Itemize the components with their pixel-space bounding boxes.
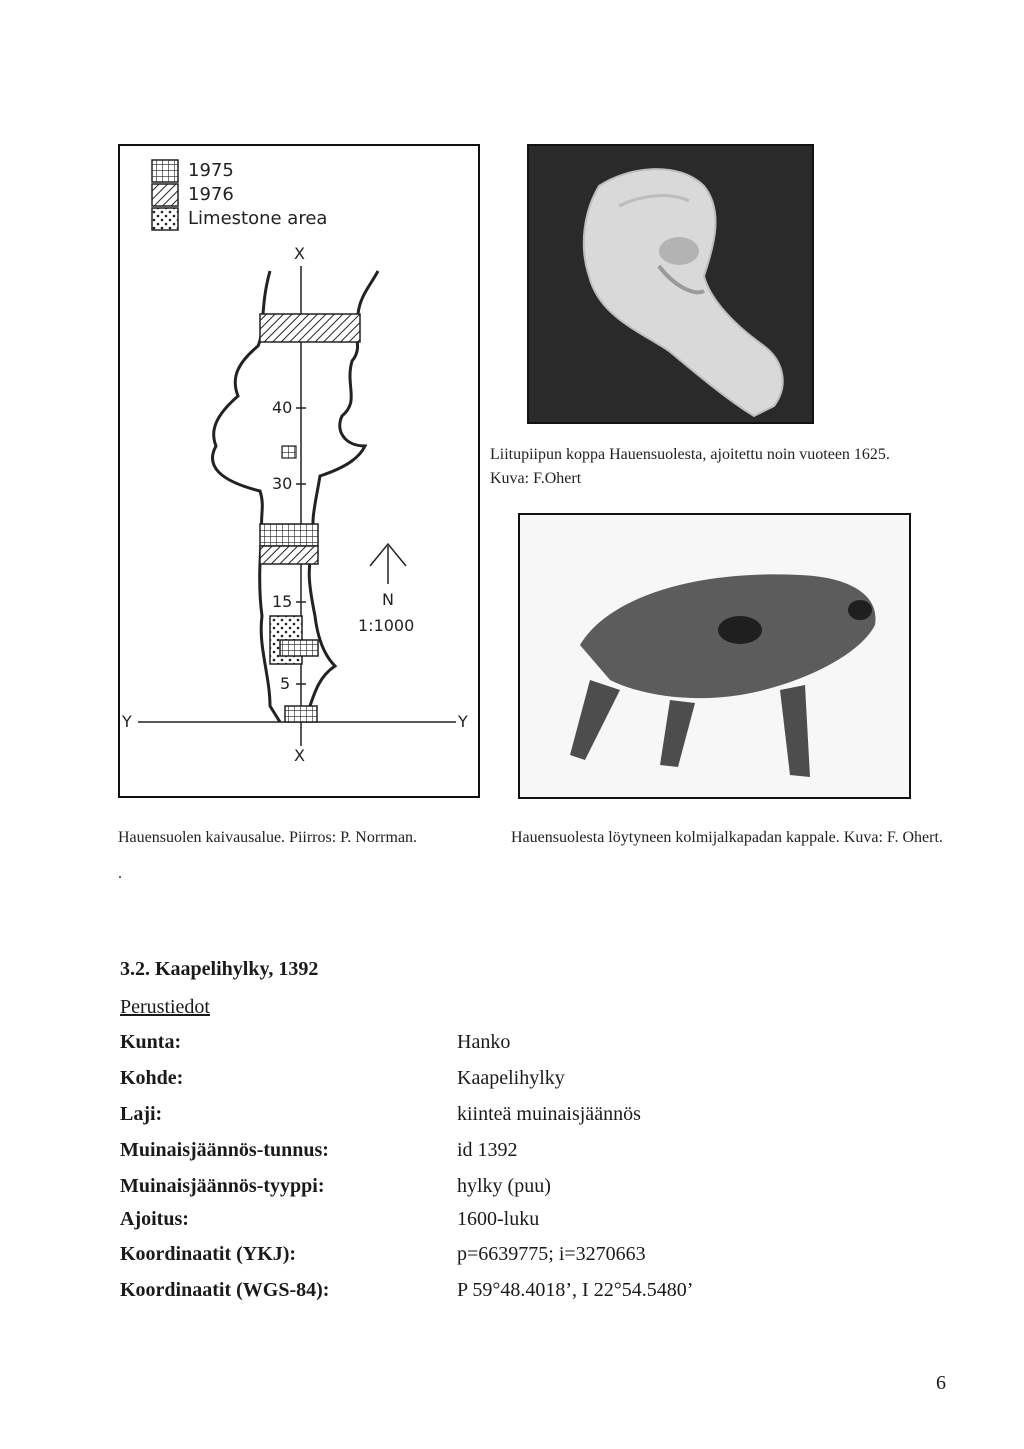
depth-label-15: 15 [272,592,293,611]
field-value: p=6639775; i=3270663 [457,1243,646,1265]
legend-label-1976: 1976 [188,184,234,205]
y-axis-label-left: Y [122,712,132,731]
field-value: 1600-luku [457,1208,540,1230]
y-axis-label-right: Y [458,712,468,731]
field-label: Laji: [120,1103,163,1125]
page-number: 6 [936,1372,946,1394]
excavation-area-1975-small [282,446,296,458]
field-value: hylky (puu) [457,1175,551,1197]
field-label: Koordinaatit (WGS-84): [120,1279,330,1301]
field-value: id 1392 [457,1139,518,1161]
legend-swatch-limestone [152,208,178,230]
excavation-area-1976-top [260,314,360,342]
pipe-bowl-caption-text: Liitupiipun koppa Hauensuolesta, ajoitettu noin vuoteen 1625. [490,446,890,463]
field-label: Ajoitus: [120,1208,189,1230]
field-label: Muinaisjäännös-tunnus: [120,1139,329,1161]
depth-label-40: 40 [272,398,293,417]
map-caption-dot: . [118,865,122,882]
excavation-area-1975-bottom [285,706,317,722]
x-axis-label-top: X [294,244,305,263]
field-value: P 59°48.4018’, I 22°54.5480’ [457,1279,694,1301]
section-subheading: Perustiedot [120,996,210,1018]
scale-label: 1:1000 [358,616,415,635]
field-label: Kunta: [120,1031,182,1053]
field-value: kiinteä muinaisjäännös [457,1103,641,1125]
excavation-area-1975-mid [260,524,318,546]
legend-label-limestone: Limestone area [188,208,328,229]
tripod-pot-photo [518,513,911,799]
map-caption: Hauensuolen kaivausalue. Piirros: P. Norrman. [118,829,418,846]
pipe-bowl-photo [527,144,814,424]
field-label: Kohde: [120,1067,184,1089]
excavation-area-1976-mid [260,546,318,564]
north-label: N [382,590,394,609]
x-axis-label-bottom: X [294,746,305,765]
depth-label-5: 5 [280,674,291,693]
depth-label-30: 30 [272,474,293,493]
excavation-area-1975-low [280,640,318,656]
field-label: Muinaisjäännös-tyyppi: [120,1175,325,1197]
excavation-map-figure [118,144,480,798]
legend-swatch-1975 [152,160,178,182]
field-label: Koordinaatit (YKJ): [120,1243,297,1265]
tripod-pot-caption: Hauensuolesta löytyneen kolmijalkapadan kappale. Kuva: F. Ohert. [511,829,943,846]
field-value: Kaapelihylky [457,1067,565,1089]
field-value: Hanko [457,1031,511,1053]
pipe-bowl-caption [490,443,960,491]
section-heading: 3.2. Kaapelihylky, 1392 [120,958,319,980]
legend-label-1975: 1975 [188,160,234,181]
legend-swatch-1976 [152,184,178,206]
pipe-bowl-caption-credit: Kuva: F.Ohert [490,470,582,487]
